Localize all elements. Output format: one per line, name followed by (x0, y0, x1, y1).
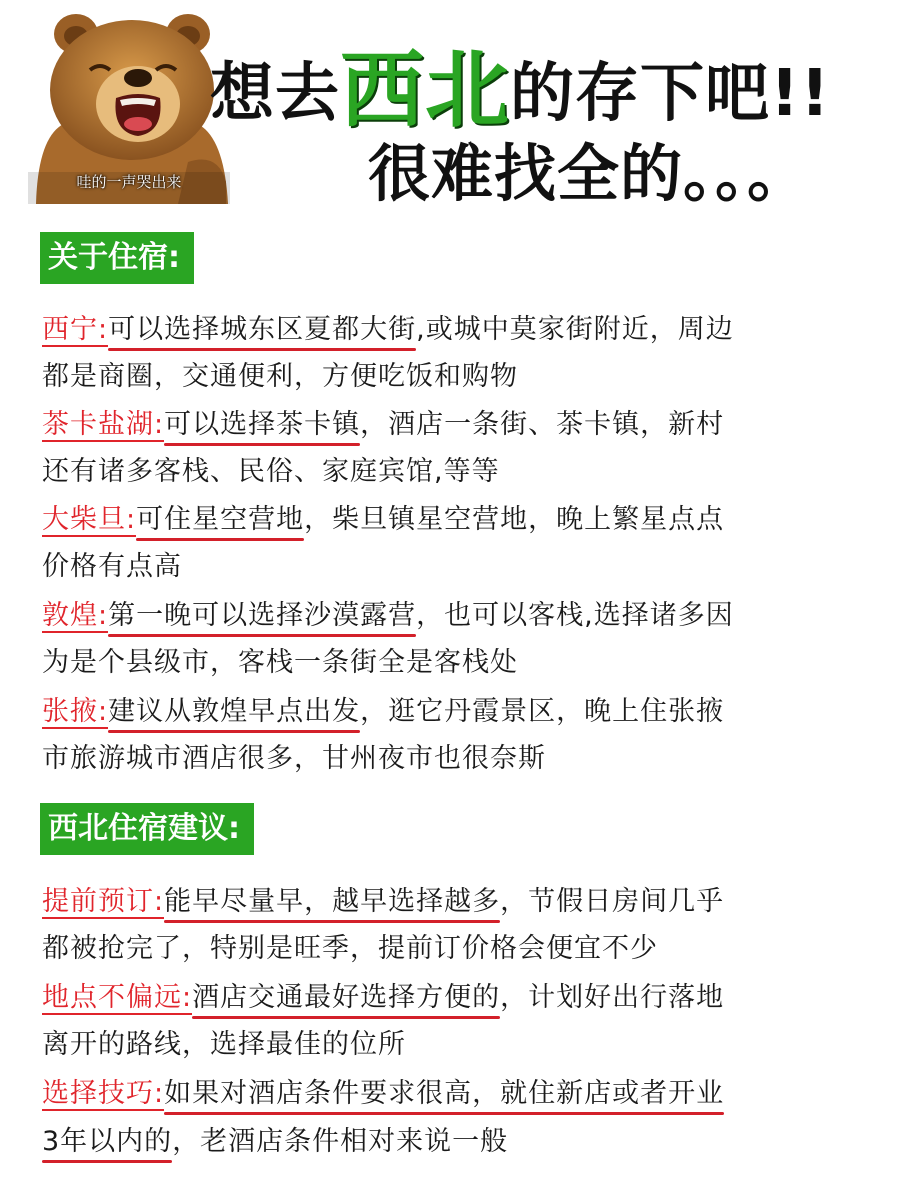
item-keyword: 提前预订: (42, 886, 165, 917)
item-continuation: 离开的路线，选择最佳的位所 (42, 1029, 406, 1060)
item-continuation: 还有诸多客栈、民俗、家庭宾馆,等等 (42, 456, 500, 487)
item-text: ，也可以客栈,选择诸多因 (416, 600, 734, 631)
item-text: ，老酒店条件相对来说一般 (172, 1126, 509, 1157)
item-continuation: 都是商圈，交通便利，方便吃饭和购物 (42, 361, 518, 392)
section-label-accommodation: 关于住宿: (40, 232, 194, 284)
item-underlined-text: 3年以内的 (42, 1126, 173, 1157)
list-item (42, 405, 724, 445)
item-underlined-text: 建议从敦煌早点出发 (108, 696, 361, 727)
list-item (42, 500, 724, 540)
item-underlined-text: 能早尽量早，越早选择越多 (164, 886, 501, 917)
item-continuation: 价格有点高 (42, 551, 182, 582)
header (0, 0, 900, 215)
bear-caption: 哇的一声哭出来 (76, 173, 182, 191)
title-prefix: 想去 (210, 57, 340, 131)
page-title-line-2: 很难找全的。。。 (368, 137, 811, 210)
list-item (42, 692, 724, 732)
section-label-tips: 西北住宿建议: (40, 803, 254, 855)
item-text: ，计划好出行落地 (500, 982, 725, 1013)
page-title-line-1 (210, 41, 831, 139)
bear-sticker (28, 12, 230, 204)
list-item (42, 978, 724, 1018)
title-suffix: 的存下吧!! (510, 57, 831, 131)
item-continuation: 为是个县级市，客栈一条街全是客栈处 (42, 647, 518, 678)
item-text: ，酒店一条街、茶卡镇，新村 (360, 409, 725, 440)
item-keyword: 选择技巧: (42, 1078, 165, 1109)
item-continuation: 都被抢完了，特别是旺季，提前订价格会便宜不少 (42, 933, 658, 964)
item-underlined-text: 第一晚可以选择沙漠露营 (108, 600, 417, 631)
item-keyword: 张掖: (42, 696, 109, 727)
item-continuation: 市旅游城市酒店很多，甘州夜市也很奈斯 (42, 743, 546, 774)
item-text: ，柴旦镇星空营地，晚上繁星点点 (304, 504, 725, 535)
title-highlight: 西北 (340, 41, 511, 139)
item-underlined-text: 可以选择城东区夏都大街 (108, 314, 417, 345)
item-underlined-text: 可住星空营地 (136, 504, 305, 535)
item-underlined-text: 如果对酒店条件要求很高，就住新店或者开业 (164, 1078, 725, 1109)
list-item (42, 1074, 724, 1114)
item-text: ，逛它丹霞景区，晚上住张掖 (360, 696, 725, 727)
item-underlined-text: 酒店交通最好选择方便的 (192, 982, 501, 1013)
item-keyword: 敦煌: (42, 600, 109, 631)
list-item (42, 310, 734, 350)
item-text: ，节假日房间几乎 (500, 886, 725, 917)
item-keyword: 地点不偏远: (42, 982, 193, 1013)
item-keyword: 西宁: (42, 314, 109, 345)
item-keyword: 大柴旦: (42, 504, 137, 535)
item-underlined-text: 可以选择茶卡镇 (164, 409, 361, 440)
list-item (42, 882, 724, 922)
list-item (42, 596, 734, 636)
item-continuation (42, 1122, 508, 1162)
item-text: ,或城中莫家街附近，周边 (416, 314, 734, 345)
item-keyword: 茶卡盐湖: (42, 409, 165, 440)
